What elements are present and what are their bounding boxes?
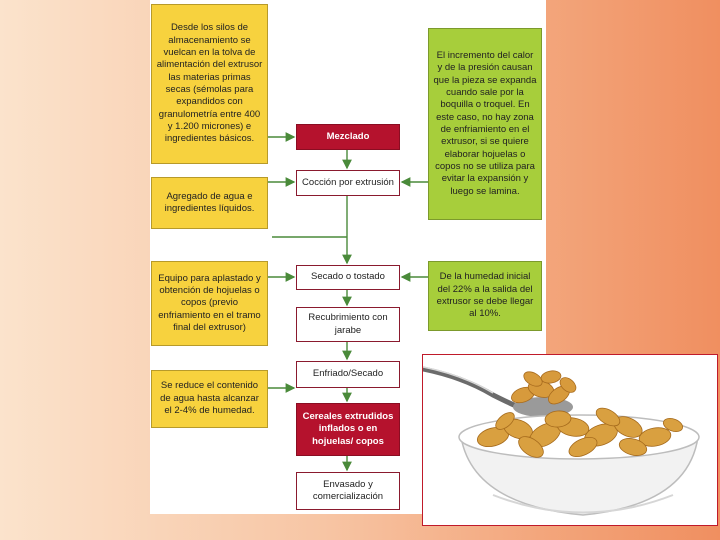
note-expansion-text: El incremento del calor y de la presión causan que la pieza se expanda cuando sale por la boquilla o troquel. En este caso, no hay zona de enfriamiento en el extrusor, si se quiere elaborar hojuelas o copos no se utiliza para evitar la expansión y luego se lamina. [433,49,537,197]
note-raw-materials [151,4,268,164]
step-product [296,403,400,456]
note-flaking-text: Equipo para aplastado y obtención de hojuelas o copos (previo enfriamiento en el tramo final del extrusor) [158,272,261,334]
step-dry-toast-label: Secado o tostado [311,271,385,283]
note-raw-materials-text: Desde los silos de almacenamiento se vuelcan en la tolva de alimentación del extrusor las materias primas secas (sémolas para expandidos con granulometría entre 400 y 1.200 micrones) e ingredientes básicos. [156,22,263,145]
note-humidity-text: De la humedad inicial del 22% a la salida del extrusor se debe llegar al 10%. [436,271,534,320]
step-extrusion [296,170,400,196]
note-flaking [151,261,268,346]
step-mix [296,124,400,150]
step-coating [296,307,400,342]
step-packaging [296,472,400,510]
cereal-bowl-photo [422,354,718,526]
step-dry-toast [296,265,400,290]
step-coating-label: Recubrimiento con jarabe [308,312,388,336]
step-product-label: Cereales extrudidos inflados o en hojuelas/ copos [302,410,394,447]
note-water [151,177,268,229]
step-extrusion-label: Cocción por extrusión [302,176,394,188]
cereal-bowl-illustration [423,355,718,526]
step-mix-label: Mezclado [326,130,370,142]
note-humidity [428,261,542,331]
step-cool-dry [296,361,400,388]
step-packaging-label: Envasado y comercialización [312,478,384,502]
spoon-handle [423,369,523,409]
note-expansion [428,28,542,220]
note-water-text: Agregado de agua e ingredientes líquidos. [164,190,255,214]
note-moisture [151,370,268,428]
note-moisture-text: Se reduce el contenido de agua hasta alcanzar el 2-4% de humedad. [160,380,259,417]
step-cool-dry-label: Enfriado/Secado [312,368,384,380]
